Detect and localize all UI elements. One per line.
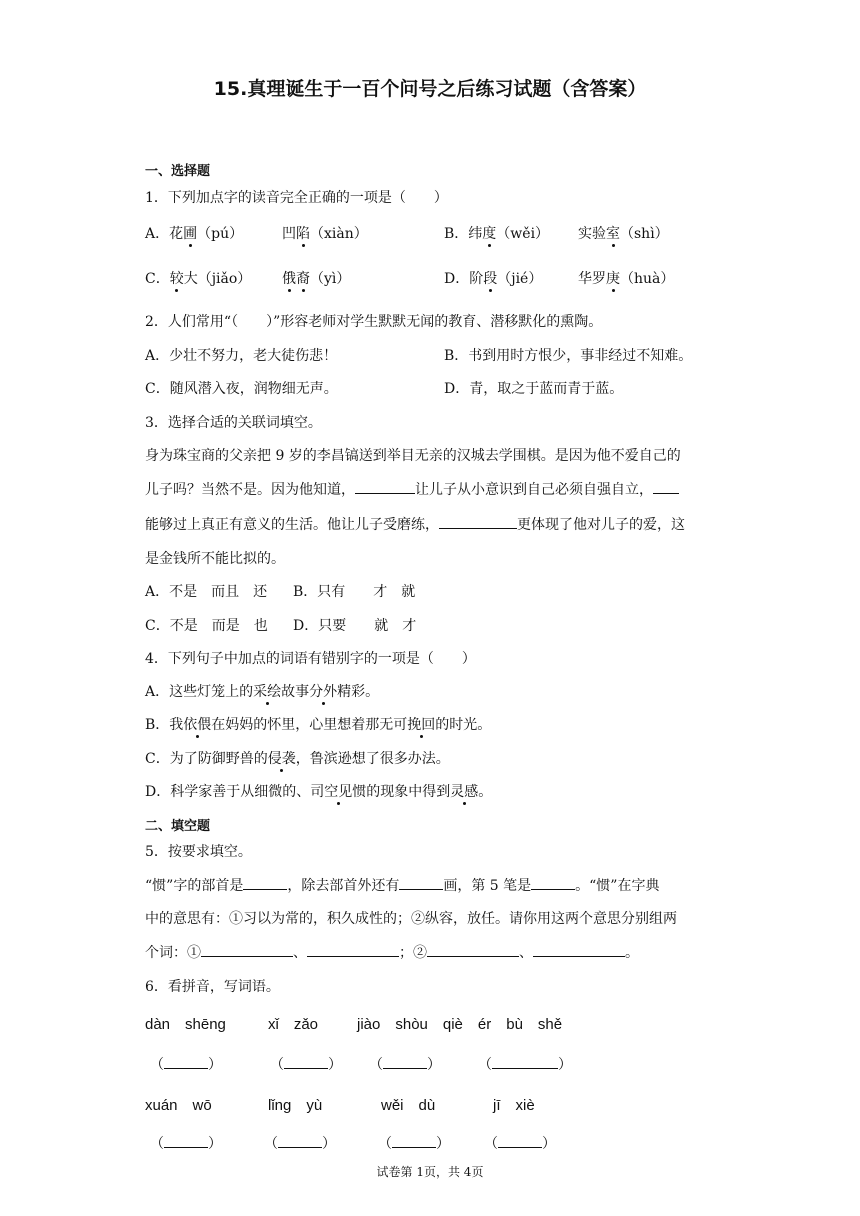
q1-option-d-1: D．阶段（jié） xyxy=(444,271,543,287)
q6-answer-4[interactable]: （ ） xyxy=(478,1054,572,1074)
q6-answer-1[interactable]: （ ） xyxy=(150,1054,222,1074)
q3-blank-3[interactable] xyxy=(439,514,517,529)
q3-option-b: B．只有 才 就 xyxy=(293,584,416,600)
q6-answer-3[interactable]: （ ） xyxy=(369,1054,441,1074)
page-footer: 试卷第 1页，共 4页 xyxy=(376,1165,484,1179)
q6-pinyin-1: dàn shēng xyxy=(145,1016,226,1033)
q1-option-b-2: 实验室（shì） xyxy=(578,226,669,242)
question-5-stem: 5．按要求填空。 xyxy=(145,844,252,860)
q1-option-b-1: B．纬度（wěi） xyxy=(444,226,550,242)
q6-pinyin-3: jiào shòu qiè ér bù shě xyxy=(357,1016,563,1033)
q6-pinyin-4: xuán wō xyxy=(145,1097,212,1114)
q5-blank-word-2[interactable] xyxy=(307,942,399,957)
q2-option-d: D．青，取之于蓝而青于蓝。 xyxy=(444,381,624,397)
q3-passage-line-4: 是金钱所不能比拟的。 xyxy=(145,551,285,567)
question-3-stem: 3．选择合适的关联词填空。 xyxy=(145,415,322,431)
q4-option-c: C．为了防御野兽的侵袭，鲁滨逊想了很多办法。 xyxy=(145,751,450,767)
q5-blank-word-4[interactable] xyxy=(533,942,625,957)
q3-passage-line-3: 能够过上真正有意义的生活。他让儿子受磨练， 更体现了他对儿子的爱，这 xyxy=(145,514,685,534)
q6-pinyin-6: wěi dù xyxy=(381,1097,436,1114)
q3-option-c: C．不是 而是 也 xyxy=(145,618,268,634)
q6-pinyin-2: xǐ zǎo xyxy=(268,1016,319,1033)
q4-option-d: D．科学家善于从细微的、司空见惯的现象中得到灵感。 xyxy=(145,784,493,800)
q5-blank-fifth-stroke[interactable] xyxy=(531,875,575,890)
q2-option-a: A．少壮不努力，老大徒伤悲！ xyxy=(145,348,338,364)
q6-pinyin-5: lǐng yù xyxy=(268,1097,323,1114)
question-6-stem: 6．看拼音，写词语。 xyxy=(145,979,280,995)
q3-blank-2[interactable] xyxy=(653,479,679,494)
q1-option-a-2: 凹陷（xiàn） xyxy=(282,226,368,242)
section-heading-choice: 一、选择题 xyxy=(145,164,211,179)
question-4-stem: 4．下列句子中加点的词语有错别字的一项是（ ） xyxy=(145,651,476,667)
q5-blank-strokes[interactable] xyxy=(399,875,443,890)
q4-option-b: B．我依偎在妈妈的怀里，心里想着那无可挽回的时光。 xyxy=(145,717,492,733)
q6-answer-7[interactable]: （ ） xyxy=(378,1133,450,1153)
q3-passage-line-2: 儿子吗？当然不是。因为他知道， 让儿子从小意识到自己必须自强自立， xyxy=(145,479,679,499)
q3-option-d: D．只要 就 才 xyxy=(293,618,417,634)
q2-option-b: B．书到用时方恨少，事非经过不知难。 xyxy=(444,348,693,364)
section-heading-fill: 二、填空题 xyxy=(145,819,211,834)
page-title: 15.真理诞生于一百个问号之后练习试题（含答案） xyxy=(213,78,647,100)
q4-option-a: A．这些灯笼上的采绘故事分外精彩。 xyxy=(145,684,380,700)
q3-blank-1[interactable] xyxy=(355,479,415,494)
q6-pinyin-7: jī xiè xyxy=(493,1097,535,1114)
question-1-stem: 1．下列加点字的读音完全正确的一项是（ ） xyxy=(145,190,448,206)
q5-blank-word-1[interactable] xyxy=(201,942,293,957)
q5-blank-radical[interactable] xyxy=(243,875,287,890)
q5-blank-word-3[interactable] xyxy=(427,942,519,957)
q5-line-3: 个词：① 、 ；② 、 。 xyxy=(145,942,639,962)
q1-option-d-2: 华罗庚（huà） xyxy=(578,271,675,287)
q6-answer-8[interactable]: （ ） xyxy=(484,1133,556,1153)
q3-option-a: A．不是 而且 还 xyxy=(145,584,268,600)
q5-line-2: 中的意思有：①习以为常的，积久成性的；②纵容，放任。请你用这两个意思分别组两 xyxy=(145,911,677,927)
q1-option-a-1: A．花圃（pú） xyxy=(145,226,244,242)
q1-option-c-1: C．较大（jiǎo） xyxy=(145,271,252,287)
q6-answer-2[interactable]: （ ） xyxy=(270,1054,342,1074)
question-2-stem: 2．人们常用“（ ）”形容老师对学生默默无闻的教育、潜移默化的熏陶。 xyxy=(145,314,603,330)
q5-line-1: “惯”字的部首是 ，除去部首外还有 画，第 5 笔是 。“惯”在字典 xyxy=(145,875,659,895)
q2-option-c: C．随风潜入夜，润物细无声。 xyxy=(145,381,338,397)
q6-answer-5[interactable]: （ ） xyxy=(150,1133,222,1153)
q6-answer-6[interactable]: （ ） xyxy=(264,1133,336,1153)
q1-option-c-2: 俄裔（yì） xyxy=(282,271,351,287)
q3-passage-line-1: 身为珠宝商的父亲把 9 岁的李昌镐送到举目无亲的汉城去学围棋。是因为他不爱自己的 xyxy=(145,448,681,464)
